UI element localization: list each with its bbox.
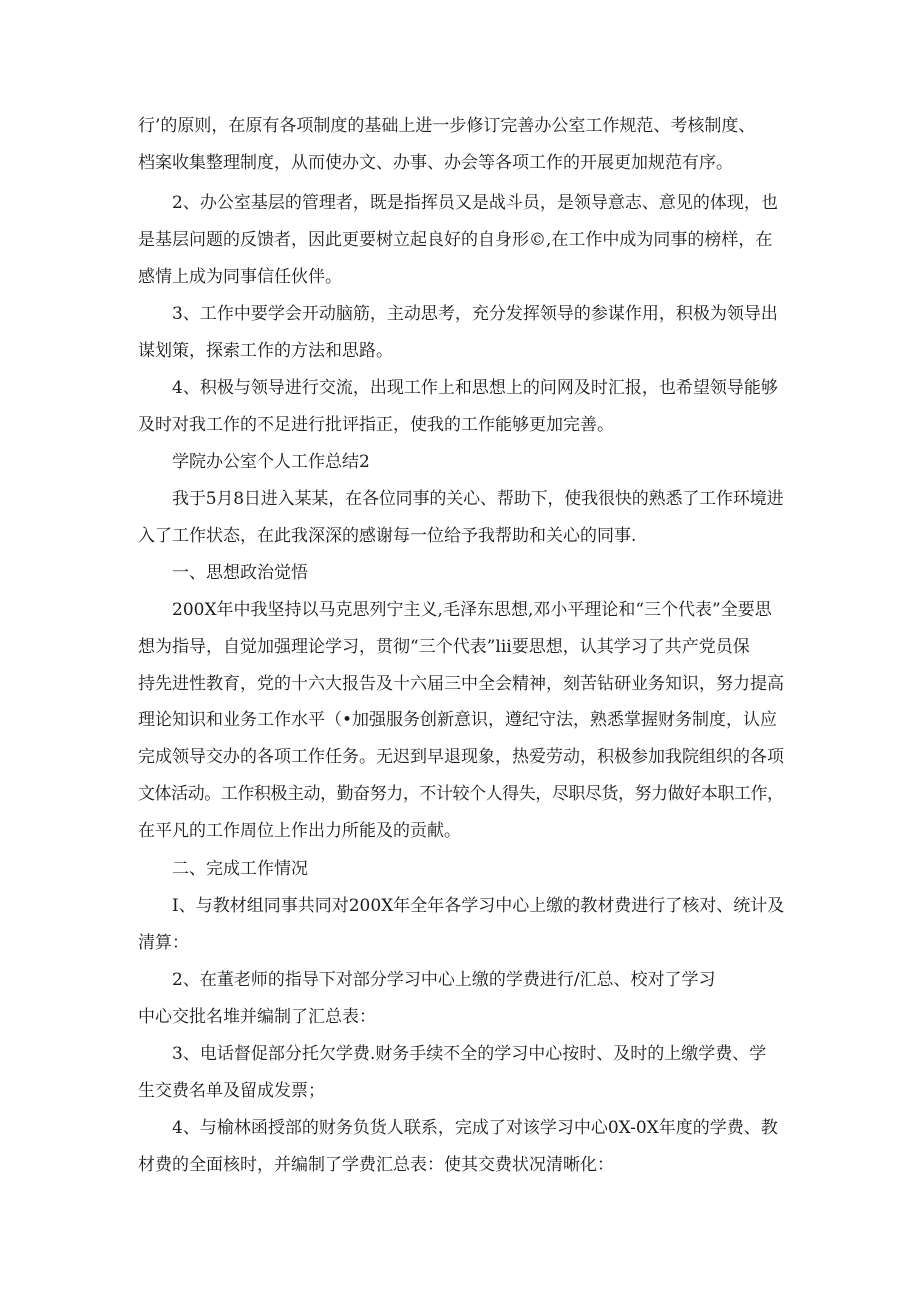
paragraph-line: 材费的全面核时，并编制了学费汇总表：使其交费状况清晰化：: [138, 1154, 614, 1175]
paragraph-line: 行’的原则，在原有各项制度的基础上进一步修订完善办公室工作规范、考核制度、: [138, 116, 756, 136]
paragraph-line: 4、与榆林函授部的财务负货人联系，完成了对该学习中心0X-0X年度的学费、教: [172, 1118, 778, 1138]
paragraph-line: 学院办公室个人工作总结2: [172, 452, 370, 472]
paragraph-line: 中心交批名堆并编制了汇总表：: [138, 1006, 376, 1027]
paragraph-line: 一、思想政治觉悟: [172, 563, 308, 583]
paragraph-line: 持先进性教育，党的十六大报告及十六届三中全会精神，刻苦钻研业务知识，努力提高: [138, 673, 784, 694]
paragraph-line: 2、在董老师的指导下对部分学习中心上缴的学费进行/汇总、校对了学习: [172, 970, 716, 990]
paragraph-line: 文体活动。工作积极主动，勤奋努力，不计较个人得失，尽职尽货，努力做好本职工作，: [138, 784, 784, 804]
paragraph-line: 生交费名单及留成发票；: [138, 1080, 325, 1101]
paragraph-line: 感情上成为同事信任伙伴。: [138, 266, 342, 287]
paragraph-line: 理论知识和业务工作水平（•加强服务创新意识，遵纪守法，熟悉掌握财务制度，认应: [138, 710, 778, 731]
paragraph-line: 二、完成工作情况: [172, 859, 308, 879]
paragraph-line: 及时对我工作的不足进行批评指正，使我的工作能够更加完善。: [138, 414, 614, 435]
paragraph-line: 谋划策，探索工作的方法和思路。: [138, 340, 393, 361]
paragraph-line: 3、工作中要学会开动脑筋，主动思考，充分发挥领导的参谋作用，积极为领导出: [172, 304, 778, 324]
paragraph-line: 我于5月8日进入某某，在各位同事的关心、帮助下，使我很快的熟悉了工作环境进: [172, 489, 784, 509]
paragraph-line: 2、办公室基层的管理者，既是指挥员又是战斗员，是领导意志、意见的体现，也: [172, 193, 778, 213]
paragraph-line: 是基层问题的反馈者，因此更要树立起良好的自身形©,在工作中成为同事的榜样，在: [138, 229, 773, 250]
paragraph-line: I、与教材组同事共同对200X年全年各学习中心上缴的教材费进行了核对、统计及: [172, 896, 785, 916]
paragraph-line: 入了工作状态，在此我深深的感谢每一位给予我帮助和关心的同事.: [138, 525, 637, 546]
paragraph-line: 想为指导，自觉加强理论学习，贯彻“三个代表”lii要思想，认其学习了共产党员保: [138, 636, 750, 657]
paragraph-line: 在平凡的工作周位上作出力所能及的贡献。: [138, 820, 461, 841]
paragraph-line: 3、电话督促部分托欠学费.财务手续不全的学习中心按时、及时的上缴学费、学: [172, 1044, 767, 1064]
paragraph-line: 4、积极与领导进行交流，出现工作上和思想上的问网及时汇报，也希望领导能够: [172, 378, 778, 398]
paragraph-line: 清算：: [138, 932, 189, 953]
paragraph-line: 完成领导交办的各项工作任务。无迟到早退现象，热爱劳动，积极参加我院组织的各项: [138, 747, 784, 768]
paragraph-line: 200X年中我坚持以马克思列宁主义,毛泽东思想,邓小平理论和“三个代表”全要思: [172, 600, 772, 620]
paragraph-line: 档案收集整理制度，从而使办文、办事、办会等各项工作的开展更加规范有序。: [138, 152, 733, 173]
